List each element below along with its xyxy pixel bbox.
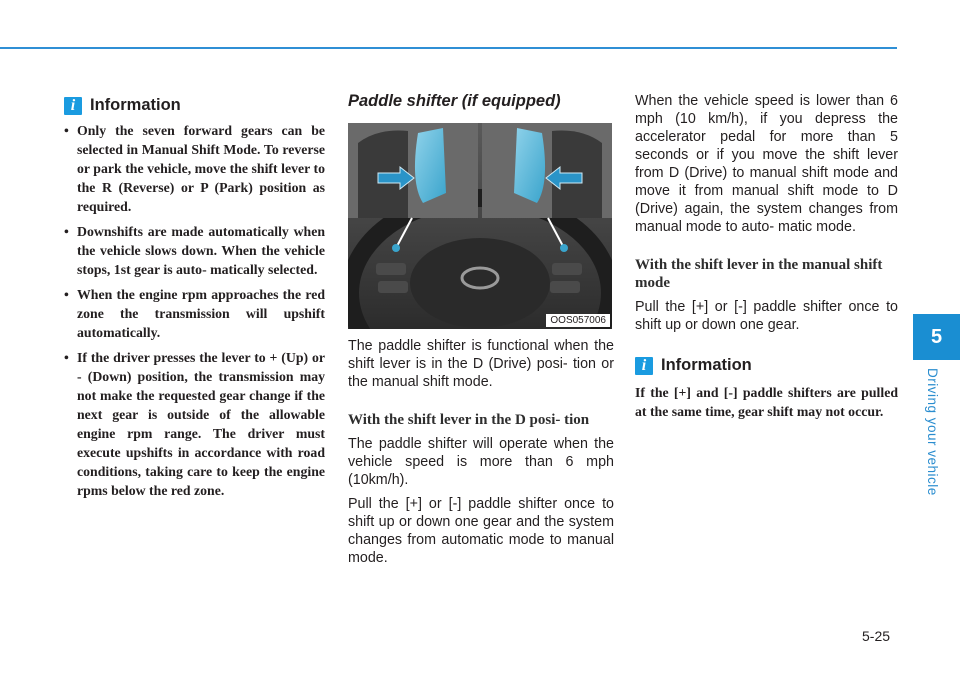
- chapter-label: [922, 368, 944, 503]
- info-title: Information: [661, 356, 752, 374]
- info-bullet: • When the engine rpm approaches the red zone the transmission will upshift automatically.: [64, 285, 325, 342]
- paddle-shifter-figure: [348, 123, 612, 329]
- paragraph: The paddle shifter will operate when the vehicle speed is more than 6 mph (10km/h).: [348, 436, 614, 488]
- info-bullet: • Downshifts are made automatically when the vehicle slows down. When the vehicle stops, 1st gear is auto- matically selected.: [64, 222, 325, 279]
- info-icon: i: [64, 97, 82, 115]
- middle-column-body: [348, 337, 614, 567]
- steering-wheel-illustration: [348, 123, 612, 329]
- paragraph: The paddle shifter is functional when the shift lever is in the D (Drive) posi- tion or the manual shift mode.: [348, 338, 614, 390]
- subheading: With the shift lever in the manual shift mode: [635, 257, 883, 291]
- right-column: [635, 92, 898, 421]
- paragraph: Pull the [+] or [-] paddle shifter once to shift up or down one gear and the system changes from automatic mode to manual mode.: [348, 496, 614, 566]
- middle-column: [348, 92, 614, 111]
- info-bullet: • Only the seven forward gears can be selected in Manual Shift Mode. To reverse or park the vehicle, move the shift lever to the R (Reverse) or P (Park) position as required.: [64, 121, 325, 216]
- left-column: [64, 96, 325, 506]
- subheading: With the shift lever in the D posi- tion: [348, 412, 590, 428]
- page-number: 5-25: [862, 628, 891, 644]
- info-bullet: • If the driver presses the lever to + (Up) or - (Down) position, the transmission may not make the requested gear change if the next gear is outside of the allowable engine rpm range. The driver must execute upshifts in accordance with road conditions, taking care to keep the engine rpms below the red zone.: [64, 348, 325, 500]
- info-heading: [635, 356, 898, 375]
- info-heading: [64, 96, 325, 115]
- figure-code: OOS057006: [546, 314, 610, 327]
- info-icon: i: [635, 357, 653, 375]
- chapter-tab: 5: [913, 314, 960, 360]
- paragraph: Pull the [+] or [-] paddle shifter once to shift up or down one gear.: [635, 299, 898, 333]
- header-rule: [0, 47, 897, 49]
- info-title: Information: [90, 96, 181, 114]
- section-title: Paddle shifter (if equipped): [348, 92, 561, 110]
- paragraph: When the vehicle speed is lower than 6 mph (10 km/h), if you depress the accelerator pedal for more than 5 seconds or if you move the shift lever from D (Drive) to manual shift mode and move it from manual shift mode to D (Drive) again, the system changes from manual mode to auto- matic mode.: [635, 93, 898, 235]
- chapter-label-text: Driving your vehicle: [925, 368, 940, 496]
- info-text: If the [+] and [-] paddle shifters are pulled at the same time, gear shift may not occur.: [635, 385, 898, 419]
- info-bullet-list: [64, 121, 325, 500]
